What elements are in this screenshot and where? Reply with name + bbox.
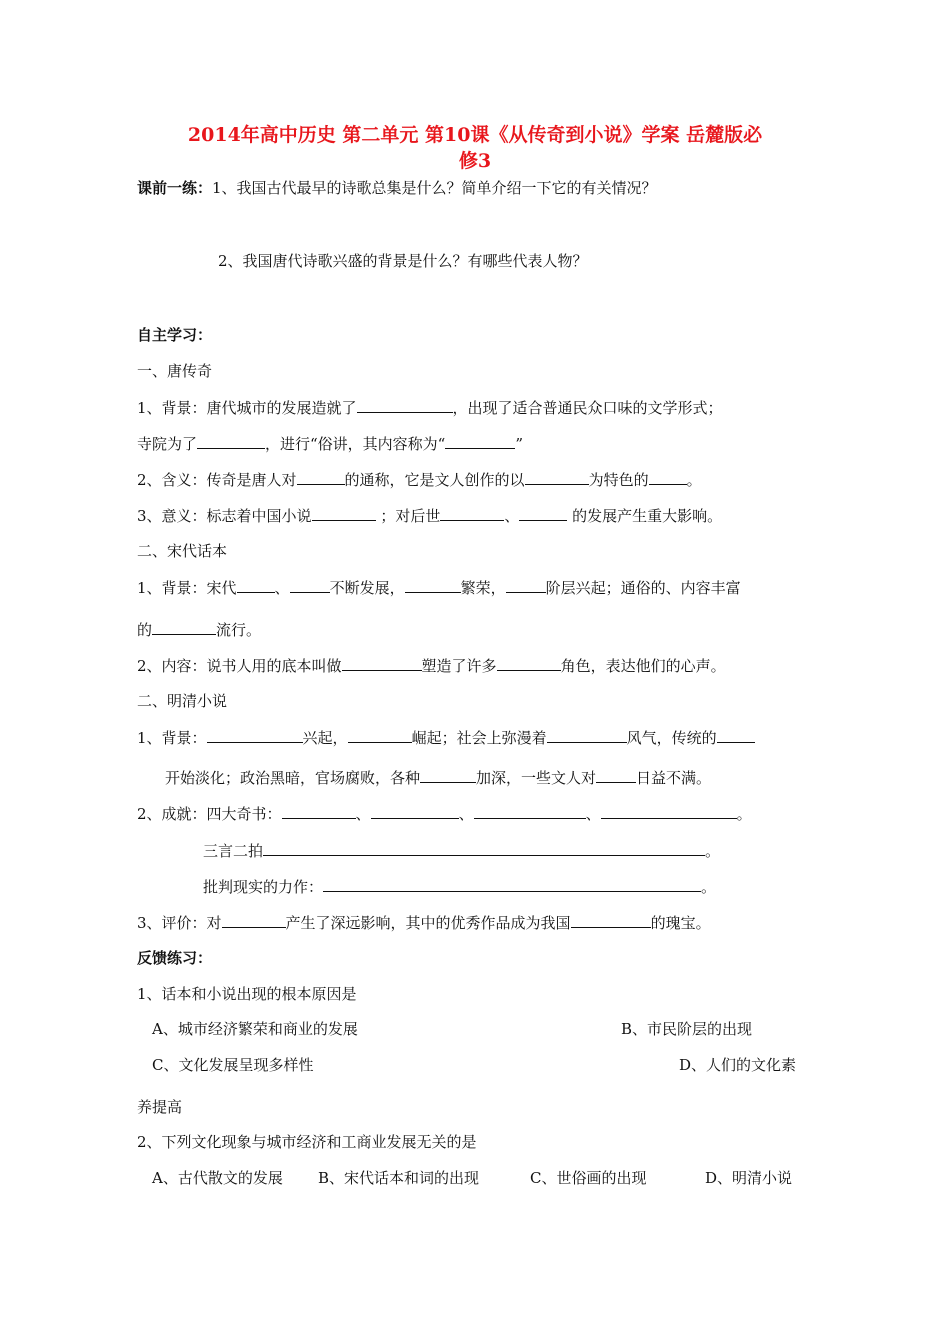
answer-blank[interactable] xyxy=(348,727,412,743)
s3-line-3 xyxy=(137,803,752,824)
pre-q1-text: 1、我国古代最早的诗歌总集是什么？简单介绍一下它的有关情况？ xyxy=(212,179,657,197)
fb-q1-option-b[interactable]: B、市民阶层的出现 xyxy=(621,1020,753,1038)
text: ，进行“俗讲，其内容称为“ xyxy=(265,435,446,453)
answer-blank[interactable] xyxy=(440,505,504,521)
text: 兴起， xyxy=(302,729,348,747)
answer-blank[interactable] xyxy=(405,577,461,593)
answer-blank[interactable] xyxy=(525,469,589,485)
s2-line-3 xyxy=(137,655,726,676)
s3-line-6 xyxy=(137,912,711,933)
answer-blank[interactable] xyxy=(519,505,567,521)
text: 、 xyxy=(274,579,290,597)
text: 开始淡化；政治黑暗，官场腐败，各种 xyxy=(165,769,421,787)
text: 角色，表达他们的心声。 xyxy=(560,657,726,675)
s1-line-3 xyxy=(137,469,702,490)
pre-question-2: 2、我国唐代诗歌兴盛的背景是什么？有哪些代表人物？ xyxy=(218,252,588,270)
text: 的瑰宝。 xyxy=(650,914,711,932)
text: ；对后世 xyxy=(380,507,441,525)
feedback-heading: 反馈练习： xyxy=(137,949,213,967)
answer-blank[interactable] xyxy=(207,727,303,743)
answer-blank[interactable] xyxy=(297,469,345,485)
text: 崛起；社会上弥漫着 xyxy=(411,729,547,747)
section-2-heading: 二、宋代话本 xyxy=(137,542,228,560)
answer-blank[interactable] xyxy=(420,767,476,783)
text: ，出现了适合普通民众口味的文学形式； xyxy=(452,399,723,417)
self-study-heading: 自主学习： xyxy=(137,326,213,344)
text: 、 xyxy=(504,507,520,525)
s2-line-1 xyxy=(137,577,741,598)
text: 寺院为了 xyxy=(137,435,198,453)
text: 产生了深远影响，其中的优秀作品成为我国 xyxy=(285,914,571,932)
fb-q2-option-a[interactable]: A、古代散文的发展 xyxy=(152,1169,283,1187)
s3-line-4 xyxy=(203,840,720,861)
s2-line-2 xyxy=(137,619,261,640)
pre-question-1 xyxy=(137,178,657,198)
text: 批判现实的力作： xyxy=(203,878,324,896)
s3-line-1 xyxy=(137,727,755,748)
text: 1、背景： xyxy=(137,729,207,747)
section-1-heading: 一、唐传奇 xyxy=(137,362,213,380)
s1-line-1 xyxy=(137,397,723,418)
fb-q2-stem: 2、下列文化现象与城市经济和工商业发展无关的是 xyxy=(137,1133,477,1151)
answer-blank[interactable] xyxy=(506,577,546,593)
fb-q1-option-d[interactable]: D、人们的文化素 xyxy=(679,1056,797,1074)
fb-q1-option-c[interactable]: C、文化发展呈现多样性 xyxy=(152,1056,314,1074)
s3-line-2 xyxy=(165,767,711,788)
text: 流行。 xyxy=(216,621,262,639)
pre-label: 课前一练： xyxy=(137,179,213,197)
document-title xyxy=(120,122,830,174)
answer-blank[interactable] xyxy=(649,469,687,485)
s1-line-4 xyxy=(137,505,722,526)
text: 的通称，它是文人创作的以 xyxy=(344,471,525,489)
answer-blank[interactable] xyxy=(357,397,453,413)
text: 三言二拍 xyxy=(203,842,264,860)
text: 。 xyxy=(736,805,752,823)
fb-q1-stem: 1、话本和小说出现的根本原因是 xyxy=(137,985,357,1003)
text: 的发展产生重大影响。 xyxy=(572,507,723,525)
text: 。 xyxy=(701,878,717,896)
text: 的 xyxy=(137,621,153,639)
answer-blank[interactable] xyxy=(237,577,275,593)
fb-q1-option-a[interactable]: A、城市经济繁荣和商业的发展 xyxy=(152,1020,358,1038)
answer-blank[interactable] xyxy=(547,727,627,743)
text: 2、内容：说书人用的底本叫做 xyxy=(137,657,342,675)
text: 塑造了许多 xyxy=(421,657,497,675)
s3-line-5 xyxy=(203,876,716,897)
text: 繁荣， xyxy=(460,579,506,597)
text: 加深，一些文人对 xyxy=(476,769,597,787)
answer-blank[interactable] xyxy=(474,803,586,819)
answer-blank[interactable] xyxy=(601,803,737,819)
answer-blank[interactable] xyxy=(571,912,651,928)
answer-blank[interactable] xyxy=(197,433,265,449)
answer-blank[interactable] xyxy=(497,655,561,671)
text: 、 xyxy=(585,805,601,823)
answer-blank[interactable] xyxy=(282,803,356,819)
text: 3、评价：对 xyxy=(137,914,222,932)
text: 阶层兴起；通俗的、内容丰富 xyxy=(545,579,741,597)
text: 为特色的 xyxy=(588,471,649,489)
fb-q1-option-d-wrap: 养提高 xyxy=(137,1098,183,1116)
text: 2、成就：四大奇书： xyxy=(137,805,282,823)
s1-line-2 xyxy=(137,433,523,454)
text: 、 xyxy=(458,805,474,823)
fb-q2-option-c[interactable]: C、世俗画的出现 xyxy=(530,1169,647,1187)
title-line-2: 修3 xyxy=(458,150,492,172)
text: 1、背景：唐代城市的发展造就了 xyxy=(137,399,357,417)
text: 风气，传统的 xyxy=(626,729,717,747)
answer-blank[interactable] xyxy=(312,505,376,521)
text: 日益不满。 xyxy=(636,769,712,787)
answer-blank[interactable] xyxy=(342,655,422,671)
text: 。 xyxy=(705,842,721,860)
section-3-heading: 二、明清小说 xyxy=(137,692,228,710)
text: 不断发展， xyxy=(329,579,405,597)
answer-blank[interactable] xyxy=(290,577,330,593)
fb-q2-option-d[interactable]: D、明清小说 xyxy=(705,1169,793,1187)
answer-blank[interactable] xyxy=(222,912,286,928)
text: 3、意义：标志着中国小说 xyxy=(137,507,312,525)
text: 1、背景：宋代 xyxy=(137,579,237,597)
fb-q2-option-b[interactable]: B、宋代话本和词的出现 xyxy=(318,1169,480,1187)
text: 。 xyxy=(686,471,702,489)
answer-blank[interactable] xyxy=(323,876,701,892)
text: 、 xyxy=(355,805,371,823)
answer-blank[interactable] xyxy=(445,433,515,449)
text: 2、含义：传奇是唐人对 xyxy=(137,471,297,489)
answer-blank[interactable] xyxy=(263,840,705,856)
title-line-1: 2014年高中历史 第二单元 第10课《从传奇到小说》学案 岳麓版必 xyxy=(187,124,763,146)
answer-blank[interactable] xyxy=(371,803,459,819)
text: ” xyxy=(515,435,524,453)
answer-blank[interactable] xyxy=(596,767,636,783)
answer-blank[interactable] xyxy=(152,619,216,635)
answer-blank[interactable] xyxy=(717,727,755,743)
